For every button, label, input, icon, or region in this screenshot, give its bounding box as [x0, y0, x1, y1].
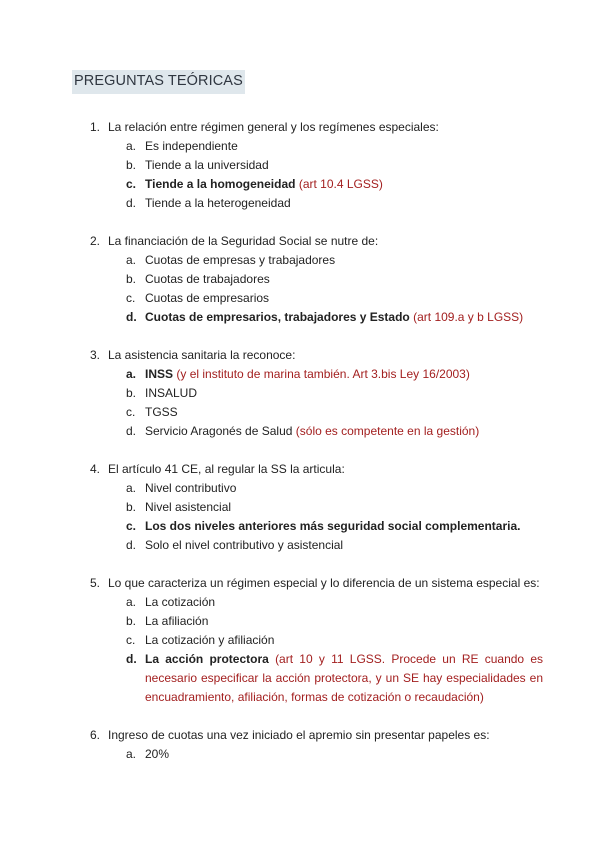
option-text: INSALUD [145, 386, 198, 400]
option-letter: c. [126, 633, 136, 647]
option-d-correct [0, 650, 600, 707]
option-letter: d. [126, 652, 137, 666]
option-a [0, 137, 600, 156]
option-d-correct [0, 308, 600, 327]
question-number: 1. [90, 120, 101, 134]
option-letter: a. [126, 595, 137, 609]
option-c [0, 403, 600, 422]
option-c [0, 631, 600, 650]
question-number: 4. [90, 462, 101, 476]
option-letter: c. [126, 519, 137, 533]
option-text: INSS [145, 367, 174, 381]
option-text: TGSS [145, 405, 178, 419]
option-text: Servicio Aragonés de Salud [145, 424, 293, 438]
question-number: 3. [90, 348, 101, 362]
option-a [0, 479, 600, 498]
option-text: Los dos niveles anteriores más seguridad social complementaria. [145, 519, 521, 533]
option-a [0, 745, 600, 764]
question-1 [0, 118, 600, 213]
question-label: La relación entre régimen general y los regímenes especiales: [108, 120, 439, 134]
option-letter: d. [126, 538, 137, 552]
question-2 [0, 232, 600, 327]
option-text: Cuotas de empresarios [145, 291, 270, 305]
question-label: La financiación de la Seguridad Social se nutre de: [108, 234, 379, 248]
option-a [0, 251, 600, 270]
option-letter: a. [126, 747, 137, 761]
option-letter: b. [126, 272, 137, 286]
option-text: Cuotas de trabajadores [145, 272, 270, 286]
question-5 [0, 574, 600, 707]
question-text [0, 346, 600, 365]
question-3 [0, 346, 600, 441]
option-letter: d. [126, 424, 137, 438]
question-number: 6. [90, 728, 101, 742]
option-letter: a. [126, 367, 137, 381]
question-4 [0, 460, 600, 555]
option-note: (art 109.a y b LGSS) [413, 310, 524, 324]
option-letter: d. [126, 310, 137, 324]
option-text: Nivel contributivo [145, 481, 237, 495]
option-c-correct [0, 517, 600, 536]
option-b [0, 384, 600, 403]
question-label: El artículo 41 CE, al regular la SS la articula: [108, 462, 345, 476]
option-letter: c. [126, 405, 136, 419]
option-text: Solo el nivel contributivo y asistencial [145, 538, 344, 552]
option-b [0, 612, 600, 631]
option-d [0, 536, 600, 555]
option-letter: a. [126, 139, 137, 153]
option-text: La acción protectora [145, 652, 269, 666]
option-note: (art 10 y 11 LGSS. Procede un RE cuando es necesario especificar la acción protectora, y un SE hay especialidades en encuadramiento, afiliación, formas de cotización o recaudación) [145, 652, 544, 704]
option-text: La cotización [145, 595, 216, 609]
option-letter: b. [126, 158, 137, 172]
option-text: Cuotas de empresarios, trabajadores y Estado [145, 310, 410, 324]
option-letter: b. [126, 386, 137, 400]
option-text: La cotización y afiliación [145, 633, 275, 647]
question-text [0, 574, 600, 593]
option-note: (y el instituto de marina también. Art 3.bis Ley 16/2003) [176, 367, 470, 381]
option-b [0, 156, 600, 175]
option-letter: d. [126, 196, 137, 210]
option-text: Tiende a la heterogeneidad [145, 196, 291, 210]
question-label: La asistencia sanitaria la reconoce: [108, 348, 296, 362]
option-d [0, 194, 600, 213]
question-text [0, 232, 600, 251]
option-a [0, 593, 600, 612]
option-letter: b. [126, 500, 137, 514]
option-letter: c. [126, 291, 136, 305]
option-c-correct [0, 175, 600, 194]
option-text: Tiende a la universidad [145, 158, 269, 172]
option-text: Cuotas de empresas y trabajadores [145, 253, 336, 267]
option-note: (art 10.4 LGSS) [298, 177, 383, 191]
question-list [0, 118, 600, 783]
question-number: 5. [90, 576, 101, 590]
question-label: Lo que caracteriza un régimen especial y lo diferencia de un sistema especial es: [108, 576, 540, 590]
option-letter: b. [126, 614, 137, 628]
option-letter: c. [126, 177, 137, 191]
question-text [0, 460, 600, 479]
option-text: Nivel asistencial [145, 500, 232, 514]
section-title: PREGUNTAS TEÓRICAS [72, 70, 245, 94]
option-text: Es independiente [145, 139, 238, 153]
option-letter: a. [126, 481, 137, 495]
option-text: Tiende a la homogeneidad [145, 177, 296, 191]
option-a-correct [0, 365, 600, 384]
question-text [0, 726, 600, 745]
option-b [0, 498, 600, 517]
question-label: Ingreso de cuotas una vez iniciado el apremio sin presentar papeles es: [108, 728, 490, 742]
option-text: 20% [145, 747, 170, 761]
option-c [0, 289, 600, 308]
option-note: (sólo es competente en la gestión) [295, 424, 480, 438]
option-b [0, 270, 600, 289]
option-text: La afiliación [145, 614, 209, 628]
option-d [0, 422, 600, 441]
question-6 [0, 726, 600, 764]
question-text [0, 118, 600, 137]
option-letter: a. [126, 253, 137, 267]
question-number: 2. [90, 234, 101, 248]
